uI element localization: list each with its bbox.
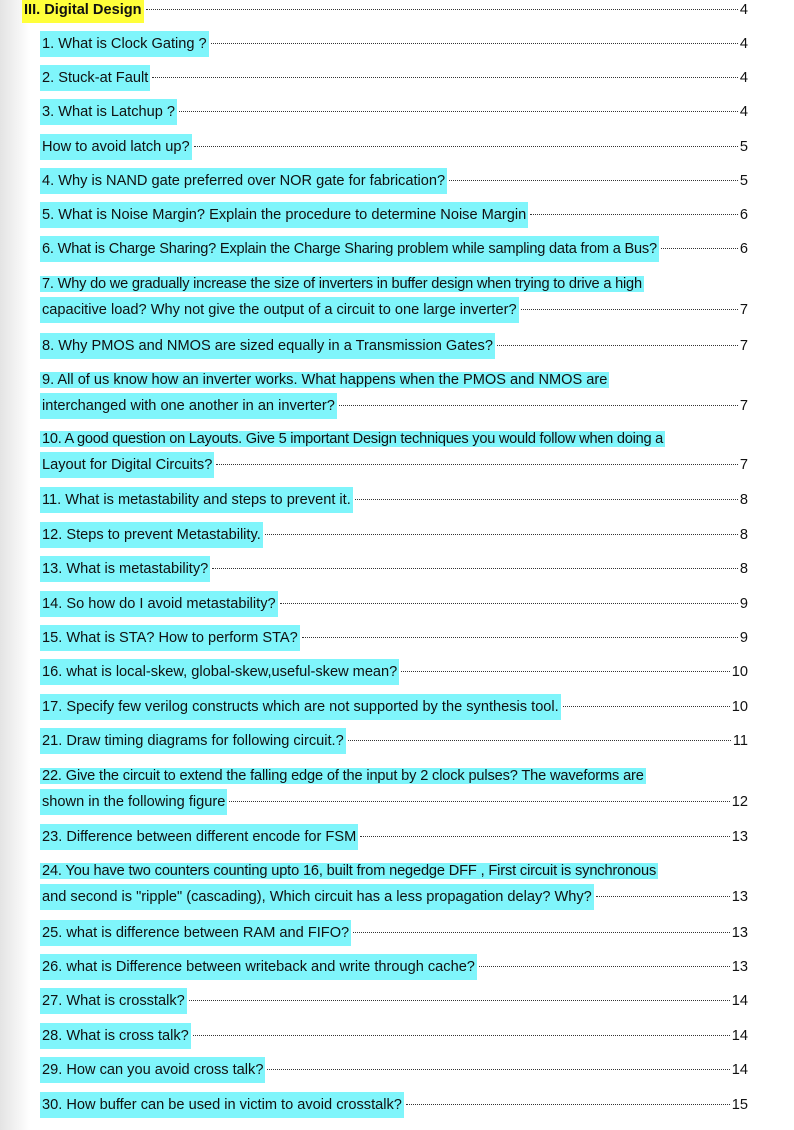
entry-text: 26. what is Difference between writeback and write through cache? [40,954,477,980]
toc-entry[interactable] [40,1023,748,1049]
toc-entry[interactable] [40,625,748,651]
page-number: 12 [731,794,748,810]
dot-leader [152,77,738,78]
page-number: 6 [739,241,748,257]
dot-leader [193,1035,730,1036]
entry-text-line2: capacitive load? Why not give the output of a circuit to one large inverter? [40,297,519,323]
entry-text: 11. What is metastability and steps to prevent it. [40,487,353,513]
dot-leader [339,405,738,406]
page-number: 8 [739,561,748,577]
dot-leader [479,966,730,967]
entry-text: 23. Difference between different encode for FSM [40,824,358,850]
toc-entry[interactable] [40,202,748,228]
dot-leader [401,671,729,672]
toc-entry[interactable] [40,728,748,754]
toc-entry[interactable] [40,954,748,980]
toc-entry[interactable] [40,236,748,262]
entry-text-line2: interchanged with one another in an inverter? [40,393,337,419]
toc-entry[interactable] [40,591,748,617]
entry-text: 6. What is Charge Sharing? Explain the Charge Sharing problem while sampling data from a Bus? [40,236,659,262]
entry-text-line2: Layout for Digital Circuits? [40,452,214,478]
toc-entry[interactable] [40,920,748,946]
entry-text: 5. What is Noise Margin? Explain the procedure to determine Noise Margin [40,202,528,228]
toc-entry[interactable] [40,367,748,419]
entry-text: 16. what is local-skew, global-skew,useful-skew mean? [40,659,399,685]
dot-leader [229,801,729,802]
page-number: 14 [731,993,748,1009]
toc-entry[interactable] [40,694,748,720]
page-number: 5 [739,139,748,155]
page-number: 11 [732,733,748,749]
page-number: 8 [739,492,748,508]
dot-leader [216,464,738,465]
toc-entry[interactable] [40,426,748,478]
toc-heading-label: III. Digital Design [22,0,144,23]
dot-leader [265,534,738,535]
page-number: 13 [731,925,748,941]
toc-entry[interactable] [40,763,748,815]
entry-text: 3. What is Latchup ? [40,99,177,125]
dot-leader [497,345,738,346]
toc-entry[interactable] [40,556,748,582]
page-number: 4 [739,104,748,120]
page-number: 6 [739,207,748,223]
page-number: 7 [739,398,748,414]
entry-text: 4. Why is NAND gate preferred over NOR gate for fabrication? [40,168,447,194]
dot-leader [661,248,738,249]
dot-leader [521,309,738,310]
toc-entry[interactable] [40,522,748,548]
dot-leader [280,603,738,604]
entry-text: 12. Steps to prevent Metastability. [40,522,263,548]
toc-entry[interactable] [40,487,748,513]
page-number: 10 [731,664,748,680]
toc-entry[interactable] [40,1092,748,1118]
toc-entry[interactable] [40,1057,748,1083]
page-number: 4 [739,36,748,52]
page-number: 10 [731,699,748,715]
entry-text: 1. What is Clock Gating ? [40,31,209,57]
page-number: 14 [731,1062,748,1078]
toc-entry[interactable] [40,168,748,194]
page-number: 7 [739,302,748,318]
dot-leader [449,180,738,181]
dot-leader [355,499,738,500]
page-number: 5 [739,173,748,189]
dot-leader [353,932,730,933]
toc-entry[interactable] [40,988,748,1014]
page-number: 13 [731,959,748,975]
toc-heading[interactable] [22,0,748,23]
page-number: 7 [739,457,748,473]
toc-entry[interactable] [40,824,748,850]
dot-leader [211,43,738,44]
entry-text-line2: shown in the following figure [40,789,227,815]
entry-text: 2. Stuck-at Fault [40,65,150,91]
entry-text: 25. what is difference between RAM and FIFO? [40,920,351,946]
dot-leader [406,1104,730,1105]
toc-entry[interactable] [40,271,748,323]
page-number: 14 [731,1028,748,1044]
toc-entry[interactable] [40,31,748,57]
entry-text: 29. How can you avoid cross talk? [40,1057,265,1083]
entry-text-line2: and second is "ripple" (cascading), Which circuit has a less propagation delay? Why? [40,884,594,910]
page-number: 15 [731,1097,748,1113]
dot-leader [360,836,730,837]
page-number: 9 [739,596,748,612]
page-number: 7 [739,338,748,354]
entry-text-line1: 24. You have two counters counting upto 16, built from negedge DFF , First circuit is synchronous [42,863,657,879]
dot-leader [179,111,738,112]
dot-leader [302,637,738,638]
toc-entry[interactable] [40,333,748,359]
entry-text-line1: 9. All of us know how an inverter works. What happens when the PMOS and NMOS are [42,372,608,388]
page-number: 13 [731,829,748,845]
dot-leader [563,706,730,707]
dot-leader [194,146,738,147]
entry-text: 27. What is crosstalk? [40,988,187,1014]
toc-entry[interactable] [40,99,748,125]
toc-entry[interactable] [40,659,748,685]
page-number: 4 [739,2,748,18]
entry-text: 28. What is cross talk? [40,1023,191,1049]
dot-leader [212,568,738,569]
entry-text: How to avoid latch up? [40,134,192,160]
dot-leader [596,896,730,897]
entry-text: 8. Why PMOS and NMOS are sized equally in a Transmission Gates? [40,333,495,359]
toc-entry[interactable] [40,65,748,91]
entry-text-line1: 7. Why do we gradually increase the size of inverters in buffer design when trying to drive a high [42,276,642,292]
toc-entry[interactable] [40,858,748,910]
entry-text: 14. So how do I avoid metastability? [40,591,278,617]
dot-leader [530,214,738,215]
entry-text: 15. What is STA? How to perform STA? [40,625,300,651]
page-number: 9 [739,630,748,646]
toc-entry[interactable] [40,134,748,160]
page-number: 13 [731,889,748,905]
dot-leader [189,1000,730,1001]
entry-text: 30. How buffer can be used in victim to avoid crosstalk? [40,1092,404,1118]
entry-text: 21. Draw timing diagrams for following circuit.? [40,728,346,754]
page-number: 4 [739,70,748,86]
dot-leader [146,9,738,10]
entry-text-line1: 22. Give the circuit to extend the falling edge of the input by 2 clock pulses? The waveforms are [42,768,644,784]
dot-leader [348,740,731,741]
dot-leader [267,1069,729,1070]
page-edge-shadow [0,0,30,1130]
entry-text: 17. Specify few verilog constructs which are not supported by the synthesis tool. [40,694,561,720]
entry-text-line1: 10. A good question on Layouts. Give 5 important Design techniques you would follow when doing a [42,431,663,447]
page-number: 8 [739,527,748,543]
entry-text: 13. What is metastability? [40,556,210,582]
